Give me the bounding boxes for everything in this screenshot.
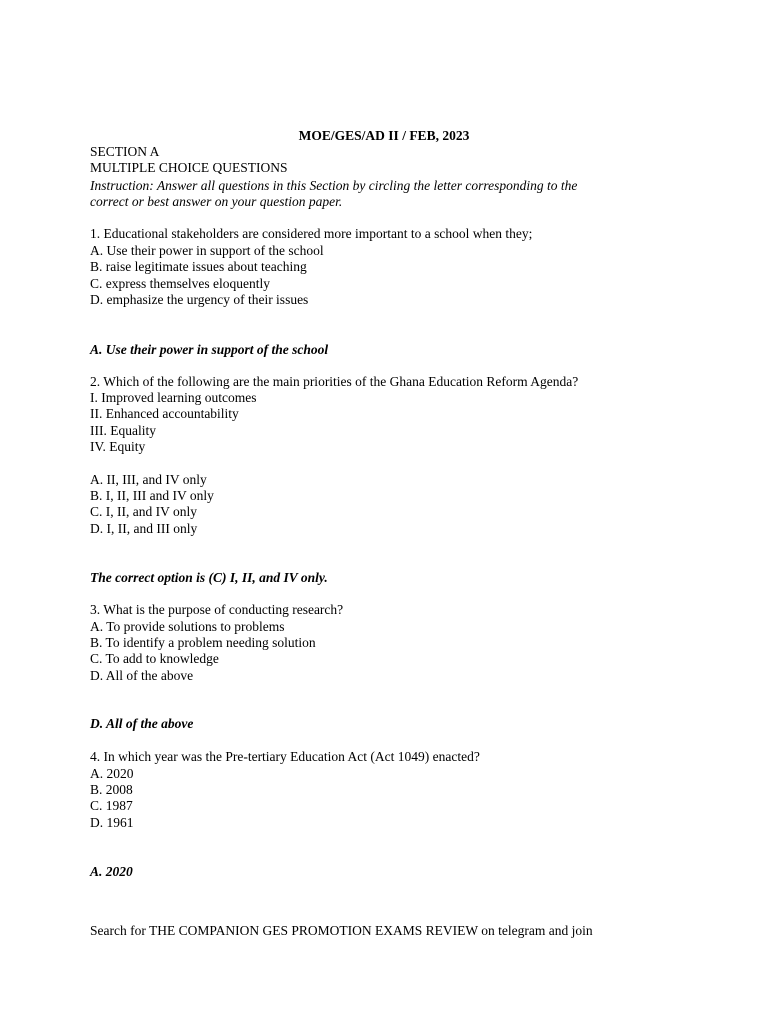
- question-3-answer: D. All of the above: [90, 716, 194, 731]
- question-3-option-c: C. To add to knowledge: [90, 651, 219, 666]
- question-2-option-d: D. I, II, and III only: [90, 521, 198, 536]
- question-2-item-3: III. Equality: [90, 423, 156, 438]
- question-2-item-2: II. Enhanced accountability: [90, 406, 239, 421]
- question-1-option-a: A. Use their power in support of the school: [90, 243, 324, 258]
- question-4-answer: A. 2020: [90, 864, 133, 879]
- question-4-option-b: B. 2008: [90, 782, 133, 797]
- section-heading: SECTION A: [90, 144, 160, 159]
- document-title: MOE/GES/AD II / FEB, 2023: [298, 128, 470, 143]
- question-4-option-a: A. 2020: [90, 766, 134, 781]
- question-1-answer: A. Use their power in support of the school: [90, 342, 329, 357]
- question-2-option-a: A. II, III, and IV only: [90, 472, 207, 487]
- question-2-answer: The correct option is (C) I, II, and IV only.: [90, 570, 328, 585]
- section-subtitle: MULTIPLE CHOICE QUESTIONS: [90, 160, 288, 175]
- question-4-option-d: D. 1961: [90, 815, 134, 830]
- question-4-stem: 4. In which year was the Pre-tertiary Education Act (Act 1049) enacted?: [90, 749, 480, 764]
- question-2-option-c: C. I, II, and IV only: [90, 504, 197, 519]
- question-1-option-d: D. emphasize the urgency of their issues: [90, 292, 309, 307]
- question-1-option-c: C. express themselves eloquently: [90, 276, 270, 291]
- footer-note: Search for THE COMPANION GES PROMOTION EXAMS REVIEW on telegram and join: [90, 923, 593, 938]
- question-3-stem: 3. What is the purpose of conducting research?: [90, 602, 344, 617]
- question-2-item-1: I. Improved learning outcomes: [90, 390, 257, 405]
- question-2-item-4: IV. Equity: [90, 439, 146, 454]
- question-3-option-a: A. To provide solutions to problems: [90, 619, 285, 634]
- instruction-line-1: Instruction: Answer all questions in this Section by circling the letter corresponding to the: [90, 178, 578, 193]
- question-1-option-b: B. raise legitimate issues about teaching: [90, 259, 307, 274]
- question-2-stem: 2. Which of the following are the main priorities of the Ghana Education Reform Agenda?: [90, 374, 579, 389]
- question-4-option-c: C. 1987: [90, 798, 133, 813]
- question-1-stem: 1. Educational stakeholders are considered more important to a school when they;: [90, 226, 533, 241]
- question-3-option-b: B. To identify a problem needing solution: [90, 635, 316, 650]
- instruction-line-2: correct or best answer on your question paper.: [90, 194, 343, 209]
- question-3-option-d: D. All of the above: [90, 668, 194, 683]
- question-2-option-b: B. I, II, III and IV only: [90, 488, 214, 503]
